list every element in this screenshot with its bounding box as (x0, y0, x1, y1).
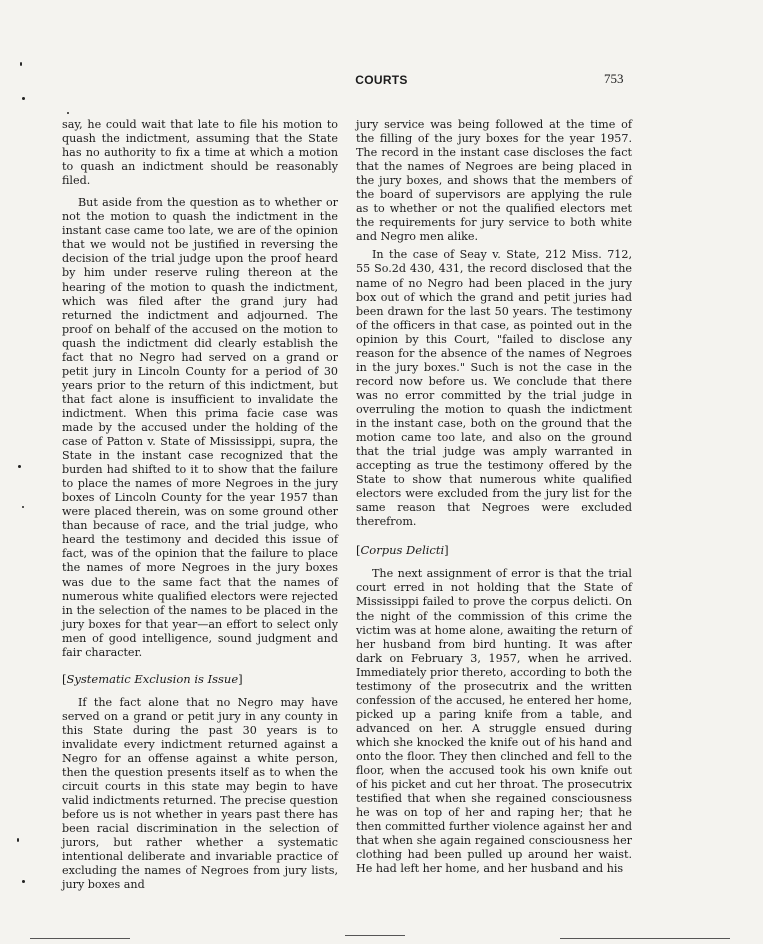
page-number: 753 (604, 71, 624, 86)
scan-speck (18, 465, 21, 468)
scan-speck (17, 838, 19, 842)
scan-speck (20, 62, 22, 66)
scan-speck (67, 112, 69, 114)
paragraph: jury service was being followed at the time of the filling of the jury boxes for the year 1957. The record in the instant case discloses the fact that the names of Negroes are being placed in the jury boxes, and shows that the members of the board of supervisors are applying the rule as to whether or not the qualified electors met the requirements for jury service to both white and Negro men alike. (356, 118, 632, 244)
scan-speck (22, 506, 24, 508)
right-column (356, 118, 632, 876)
scan-speck (22, 880, 25, 883)
running-header-title: COURTS (355, 73, 408, 87)
section-heading-text: Corpus Delicti (360, 543, 445, 558)
section-heading-text: Systematic Exclusion is Issue (66, 671, 239, 686)
section-heading: [Systematic Exclusion is Issue] (62, 671, 243, 686)
scan-speck (22, 97, 25, 100)
paragraph: But aside from the question as to whether or not the motion to quash the indictment in the instant case came too late, we are of the opinion that we would not be justified in reversing the decision of the trial judge upon the proof heard by him under reserve ruling thereon at the hearing of the motion to quash the indictment, which was filed after the grand jury had returned the indictment and adjourned. The proof on behalf of the accused on the motion to quash the indictment did clearly establish the fact that no Negro had served on a grand or petit jury in Lincoln County for a period of 30 years prior to the return of this indictment, but that fact alone is insufficient to invalidate the indictment. When this prima facie case was made by the accused under the holding of the case of Patton v. State of Mississippi, supra, the State in the instant case recognized that the burden had shifted to it to show that the failure to place the names of more Negroes in the jury boxes of Lincoln County for the year 1957 than were placed therein, was on some ground other than because of race, and the trial judge, who heard the testimony and decided this issue of fact, was of the opinion that the failure to place the names of more Negroes in the jury boxes was due to the same fact that the names of numerous white qualified electors were rejected in the selection of the names to be placed in the jury boxes for that year—an effort to select only men of good intelligence, sound judgment and fair character. (62, 196, 338, 659)
paragraph: say, he could wait that late to file his motion to quash the indictment, assuming that the State has no authority to fix a time at which a motion to quash an indictment should be reasonably filed. (62, 118, 338, 188)
scan-edge-line (345, 935, 405, 936)
scan-edge-line (30, 938, 130, 939)
scan-edge-line (560, 938, 730, 939)
paragraph: The next assignment of error is that the trial court erred in not holding that the State of Mississippi failed to prove the corpus delicti. On the night of the commission of this crime the victim was at home alone, awaiting the return of her husband from bird hunting. It was after dark on February 3, 1957, when he arrived. Immediately prior thereto, according to both the testimony of the prosecutrix and the written confession of the accused, he entered her home, picked up a paring knife from a table, and advanced on her. A struggle ensued during which she knocked the knife out of his hand and onto the floor. They then clinched and fell to the floor, when the accused took his own knife out of his picket and cut her throat. The prosecutrix testified that when she regained consciousness he was on top of her and raping her; that he then committed further violence against her and that when she again regained consciousness her clothing had been pulled up around her waist. He had left her home, and her husband and his (356, 567, 632, 876)
left-column (62, 118, 338, 892)
section-heading: [Corpus Delicti] (356, 543, 449, 558)
paragraph: If the fact alone that no Negro may have served on a grand or petit jury in any county in this State during the past 30 years is to invalidate every indictment returned against a Negro for an offense against a white person, then the question presents itself as to when the circuit courts in this state may begin to have valid indictments returned. The precise question before us is not whether in years past there has been racial discrimination in the selection of jurors, but rather whether a systematic intentional deliberate and invariable practice of excluding the names of Negroes from jury lists, jury boxes and (62, 695, 338, 892)
paragraph: In the case of Seay v. State, 212 Miss. 712, 55 So.2d 430, 431, the record disclosed that the name of no Negro had been placed in the jury box out of which the grand and petit juries had been drawn for the last 50 years. The testimony of the officers in that case, as pointed out in the opinion by this Court, "failed to disclose any reason for the absence of the names of Negroes in the jury boxes." Such is not the case in the record now before us. We conclude that there was no error committed by the trial judge in overruling the motion to quash the indictment in the instant case, both on the ground that the motion came too late, and also on the ground that the trial judge was amply warranted in accepting as true the testimony offered by the State to show that numerous white qualified electors were excluded from the jury list for the same reason that Negroes were excluded therefrom. (356, 248, 632, 529)
